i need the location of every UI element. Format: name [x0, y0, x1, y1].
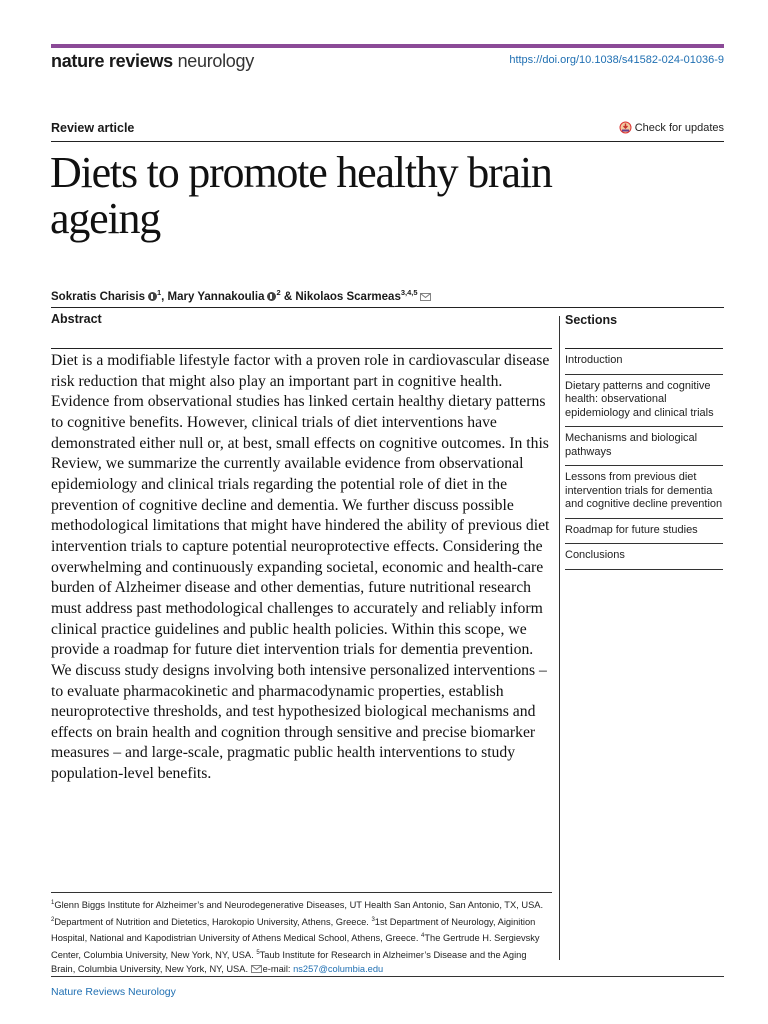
section-link-conclusions[interactable]: Conclusions — [565, 544, 723, 570]
author-list — [51, 288, 431, 303]
footnote-rule — [51, 892, 552, 893]
abstract-heading: Abstract — [51, 312, 102, 326]
abstract-rule — [51, 348, 552, 349]
affiliations-footnote — [51, 896, 551, 976]
footer-journal-name[interactable]: Nature Reviews Neurology — [51, 986, 176, 998]
affiliation-number: 1 — [51, 900, 55, 906]
affiliation-number: 4 — [421, 933, 425, 939]
email-label: e-mail: — [262, 964, 294, 974]
affiliation-number: 2 — [51, 916, 55, 923]
footer-rule — [51, 976, 724, 977]
check-for-updates-label: Check for updates — [634, 121, 724, 134]
author-name[interactable]: Sokratis Charisis — [51, 290, 145, 303]
affiliation-text: The Gertrude H. Sergievsky Center, Columbia University, New York, NY, USA. — [51, 933, 540, 960]
abstract-text: Diet is a modifiable lifestyle factor with a proven role in cardiovascular disease risk reduction that might also play an important part in cognitive health. Evidence from observational studies has linked certain healthy dietary patterns to cognitive benefits. However, clinical trials of diet interventions have demonstrated either null or, at best, small effects on cognitive outcomes. In this Review, we summarize the currently available evidence from observational epidemiology and clinical trials regarding the potential role of diet in the prevention of cognitive decline and dementia. We further discuss possible methodological limitations that might have hindered the ability of previous diet intervention trials to capture potential neuroprotective effects. Considering the overwhelming and continuously expanding societal, economic and health-care burden of Alzheimer disease and other dementias, future nutritional research must address past methodological challenges to accurately and reliably inform clinical practice guidelines and public health policies. Within this scope, we provide a roadmap for future diet intervention trials for dementia prevention. We discuss study designs involving both intensive personalized interventions – to evaluate pharmacokinetic and pharmacodynamic properties, establish neuroprotective thresholds, and test hypothesized biological mechanisms and effects on brain health and cognition through sensitive and precise biomarker measures – and large-scale, pragmatic public health interventions to study population-level benefits. — [51, 352, 550, 783]
affiliation-text: 1st Department of Neurology, Aiginition Hospital, National and Kapodistrian University of Athens Medical School, Athens, Greece. — [51, 916, 536, 944]
check-for-updates-button[interactable] — [619, 121, 724, 134]
affiliation-marker: 2 — [276, 288, 281, 297]
email-link[interactable]: ns257@columbia.edu — [293, 964, 384, 974]
orcid-icon[interactable] — [148, 292, 157, 301]
column-divider — [559, 316, 560, 960]
doi-link[interactable]: https://doi.org/10.1038/s41582-024-01036-9 — [509, 54, 724, 66]
affiliation-number: 5 — [256, 949, 260, 956]
journal-logo: nature reviews neurology — [51, 51, 254, 71]
section-link-introduction[interactable]: Introduction — [565, 349, 723, 375]
author-separator: , — [161, 290, 168, 303]
email-icon — [251, 965, 262, 973]
section-link-lessons[interactable]: Lessons from previous diet intervention trials for dementia and cognitive decline prevention — [565, 466, 723, 519]
article-type-label: Review article — [51, 121, 135, 135]
check-for-updates-icon — [619, 121, 632, 134]
sections-heading: Sections — [565, 313, 618, 327]
authors-rule — [51, 307, 724, 308]
section-link-roadmap[interactable]: Roadmap for future studies — [565, 519, 723, 545]
section-link-mechanisms[interactable]: Mechanisms and biological pathways — [565, 427, 723, 466]
affiliation-marker: 1 — [156, 288, 162, 297]
article-title: Diets to promote healthy brain ageing — [50, 148, 552, 243]
sections-list — [565, 349, 723, 570]
author-separator: & — [280, 290, 296, 303]
affiliation-text: Department of Nutrition and Dietetics, Harokopio University, Athens, Greece. — [54, 916, 372, 927]
author-name[interactable]: Nikolaos Scarmeas — [295, 290, 401, 303]
email-icon[interactable] — [420, 293, 431, 301]
affiliation-text: Taub Institute for Research in Alzheimer’s Disease and the Aging Brain, Columbia University, New York, NY, USA. — [51, 949, 527, 974]
affiliation-marker: 3,4,5 — [400, 288, 418, 297]
journal-accent-bar — [51, 44, 724, 48]
affiliation-text: Glenn Biggs Institute for Alzheimer’s and Neurodegenerative Diseases, UT Health San Antonio, San Antonio, TX, USA. — [54, 900, 544, 911]
author-name[interactable]: Mary Yannakoulia — [167, 290, 265, 303]
section-link-dietary-patterns[interactable]: Dietary patterns and cognitive health: observational epidemiology and clinical trials — [565, 375, 723, 428]
orcid-icon[interactable] — [267, 292, 276, 301]
header-rule — [51, 141, 724, 142]
affiliation-number: 3 — [371, 916, 375, 923]
